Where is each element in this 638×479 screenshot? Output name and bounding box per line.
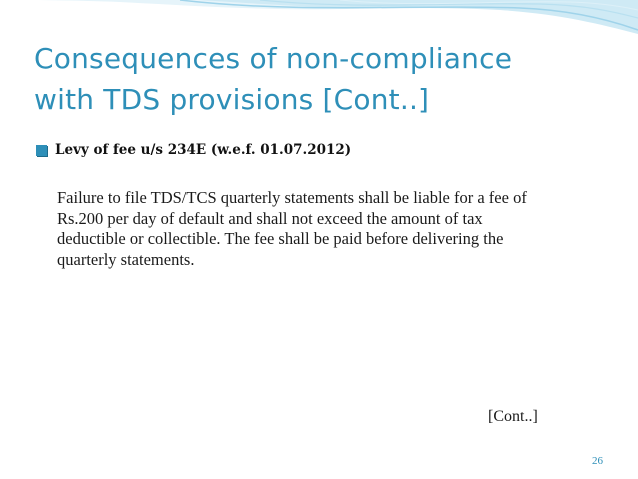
bullet-point [36,142,351,158]
paragraph-line: deductible or collectible. The fee shall be paid before delivering the [57,229,504,248]
title-line-2: with TDS provisions [Cont..] [34,83,430,116]
body-paragraph [57,188,597,270]
paragraph-line: quarterly statements. [57,249,195,269]
title-line-1: Consequences of non-compliance [34,42,513,75]
bullet-text: Levy of fee u/s 234E (w.e.f. 01.07.2012) [55,142,352,158]
page-number: 26 [592,455,603,467]
paragraph-line: Rs.200 per day of default and shall not exceed the amount of tax [57,208,483,228]
slide-title [34,38,624,120]
paragraph-line: Failure to file TDS/TCS quarterly statements shall be liable for a fee of [57,188,527,207]
square-bullet-icon [36,145,47,156]
continued-label: [Cont..] [488,408,538,425]
